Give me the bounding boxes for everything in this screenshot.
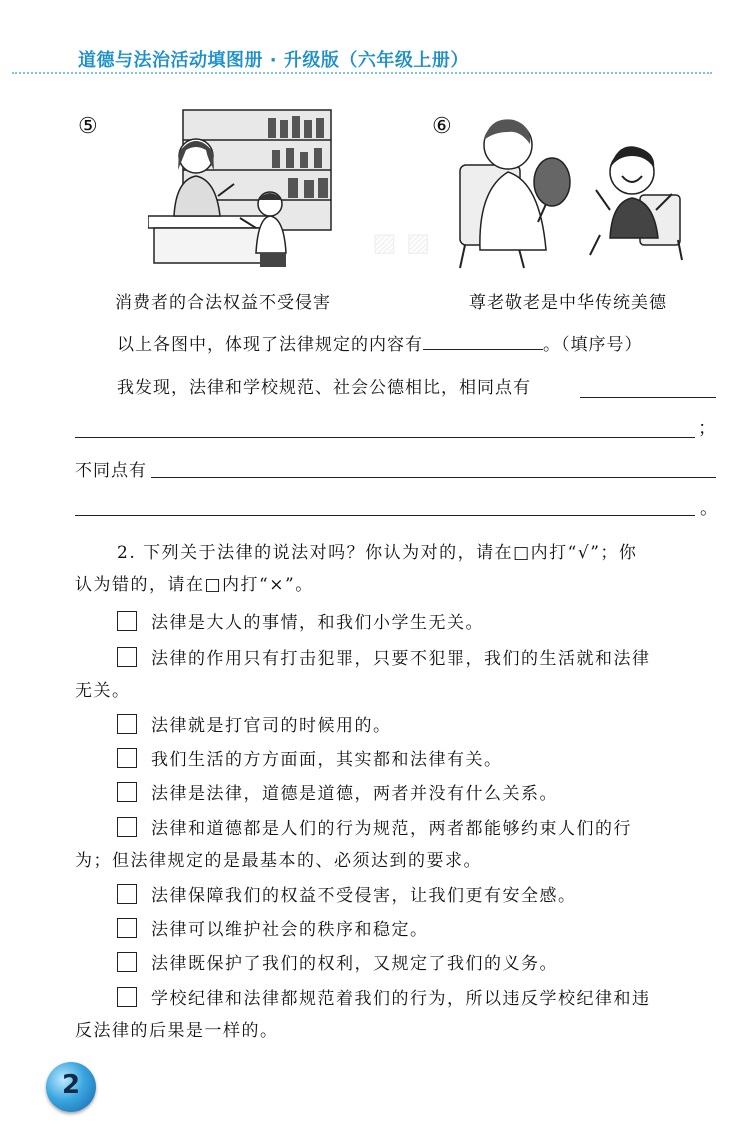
q1-line1 (117, 330, 643, 355)
answer-checkbox[interactable] (117, 782, 137, 802)
statement-continuation: 为；但法律规定的是最基本的、必须达到的要求。 (75, 851, 482, 871)
header-divider (12, 72, 712, 74)
q1-line1-hint: 。（填序号） (543, 335, 643, 355)
statement-text: 法律是大人的事情，和我们小学生无关。 (151, 613, 484, 633)
statement-text: 法律既保护了我们的权利，又规定了我们的义务。 (151, 954, 558, 974)
statement-text: 法律保障我们的权益不受侵害，让我们更有安全感。 (151, 886, 577, 906)
q1-line1-text: 以上各图中，体现了法律规定的内容有 (117, 335, 423, 355)
answer-line-similarity-b[interactable] (75, 437, 695, 438)
statement-row (117, 608, 484, 633)
statement-continuation: 反法律的后果是一样的。 (75, 1021, 279, 1041)
picture-caption-5: 消费者的合法权益不受侵害 (115, 293, 331, 313)
answer-line-difference-a[interactable] (151, 477, 716, 478)
statement-text: 学校纪律和法律都规范着我们的行为，所以违反学校纪律和违 (151, 989, 651, 1009)
statement-row (117, 881, 577, 906)
answer-checkbox[interactable] (117, 611, 137, 631)
answer-checkbox[interactable] (117, 987, 137, 1007)
statement-text: 法律和道德都是人们的行为规范，两者都能够约束人们的行 (151, 819, 632, 839)
picture-number-5: ⑤ (78, 114, 98, 139)
q2-instruction-line1: 2. 下列关于法律的说法对吗？你认为对的，请在□内打“√”；你 (117, 543, 638, 563)
elders-illustration (450, 110, 690, 270)
statement-continuation: 无关。 (75, 681, 131, 701)
answer-line-similarity-a[interactable] (580, 397, 716, 398)
q1-line3 (75, 456, 147, 481)
book-title: 道德与法治活动填图册 · 升级版（六年级上册） (78, 50, 469, 71)
statement-text: 法律的作用只有打击犯罪，只要不犯罪，我们的生活就和法律 (151, 649, 651, 669)
statement-row (117, 915, 429, 940)
answer-checkbox[interactable] (117, 918, 137, 938)
statement-row (117, 644, 651, 669)
background-watermark: ▨ ▨ (372, 228, 431, 258)
period: 。 (700, 498, 718, 519)
shop-illustration (148, 108, 333, 273)
q2-instruction-line2: 认为错的，请在□内打“×”。 (75, 575, 314, 595)
statement-row (117, 949, 558, 974)
statement-row (117, 814, 632, 839)
answer-checkbox[interactable] (117, 884, 137, 904)
answer-checkbox[interactable] (117, 817, 137, 837)
answer-blank-numbers[interactable] (423, 331, 543, 350)
answer-checkbox[interactable] (117, 714, 137, 734)
answer-checkbox[interactable] (117, 748, 137, 768)
statement-text: 法律可以维护社会的秩序和稳定。 (151, 920, 429, 940)
picture-caption-6: 尊老敬老是中华传统美德 (469, 293, 667, 313)
semicolon: ； (698, 418, 716, 439)
answer-checkbox[interactable] (117, 952, 137, 972)
q1-line3-label: 不同点有 (75, 461, 147, 481)
statement-row (117, 779, 558, 804)
answer-checkbox[interactable] (117, 647, 137, 667)
picture-number-6: ⑥ (432, 114, 452, 139)
statement-row (117, 984, 651, 1009)
statement-text: 法律是法律，道德是道德，两者并没有什么关系。 (151, 784, 558, 804)
q1-line2 (117, 373, 531, 398)
statement-row (117, 745, 503, 770)
q1-line2-text: 我发现，法律和学校规范、社会公德相比，相同点有 (117, 378, 531, 398)
statement-row (117, 711, 392, 736)
statement-text: 我们生活的方方面面，其实都和法律有关。 (151, 750, 503, 770)
statement-text: 法律就是打官司的时候用的。 (151, 716, 392, 736)
page-number: 2 (62, 1070, 81, 1100)
answer-line-difference-b[interactable] (75, 515, 695, 516)
